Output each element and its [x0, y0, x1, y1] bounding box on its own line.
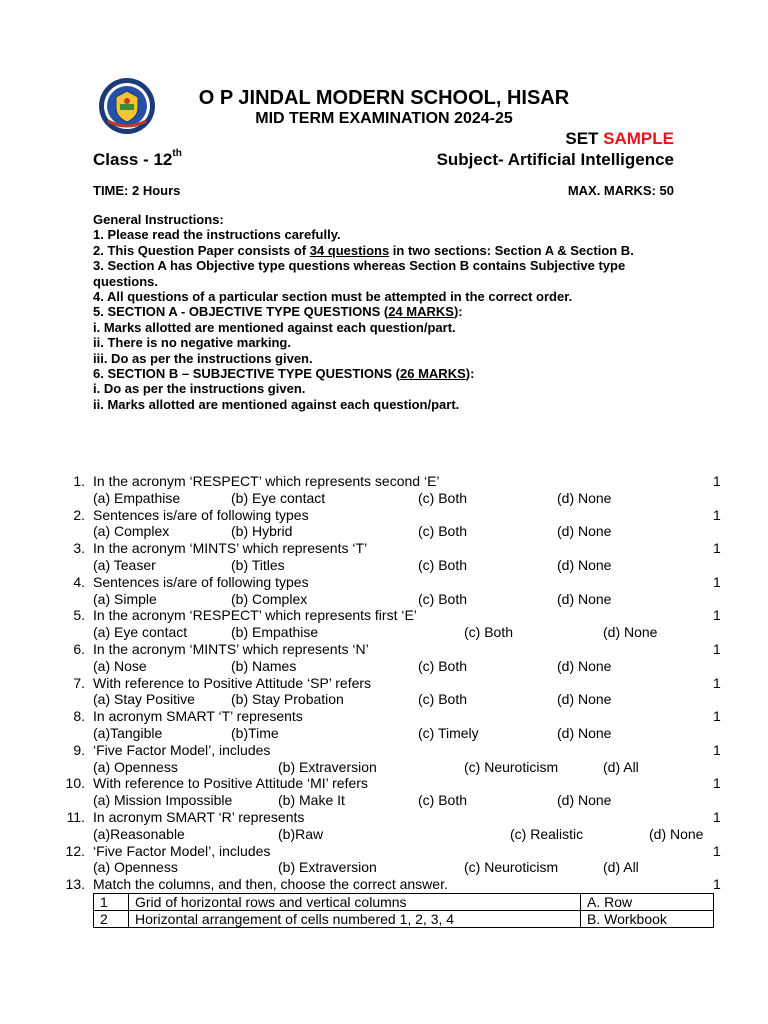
question-row [0, 809, 768, 826]
set-prefix: SET [565, 129, 599, 148]
question-text: In the acronym ‘MINTS’ which represents ‘N’ [93, 640, 369, 657]
class-superscript: th [172, 148, 182, 160]
answer-option: (d) All [603, 758, 639, 775]
instruction-text: 6. SECTION B – SUBJECTIVE TYPE QUESTIONS ( [93, 366, 401, 382]
instruction-text: in two sections: Section A & Section B. [389, 242, 634, 258]
table-cell-number: 2 [94, 911, 129, 928]
options-row [0, 792, 768, 809]
options-row [0, 557, 768, 574]
options-row [0, 490, 768, 507]
question-number: 3. [73, 540, 85, 557]
instruction-text: 2. This Question Paper consists of [93, 242, 310, 258]
question-marks: 1 [713, 506, 721, 523]
question-row [0, 607, 768, 624]
question-number: 10. [65, 775, 85, 792]
table-row [94, 911, 714, 928]
question-row [0, 574, 768, 591]
subject-label: Subject- Artificial Intelligence [436, 150, 674, 169]
instruction-underlined: 24 MARKS [388, 304, 454, 320]
answer-option: (a) Eye contact [93, 624, 188, 641]
answer-option: (c) Both [418, 590, 468, 607]
answer-option: (c) Both [418, 523, 468, 540]
question-number: 8. [73, 708, 85, 725]
answer-option: (a) Openness [93, 758, 178, 775]
instruction-line [93, 366, 678, 381]
instruction-text: 5. SECTION A - OBJECTIVE TYPE QUESTIONS ( [93, 304, 389, 320]
instruction-underlined: 34 questions [309, 242, 390, 258]
answer-option: (c) Realistic [510, 825, 584, 842]
question-marks: 1 [713, 674, 721, 691]
instruction-line: i. Do as per the instructions given. [93, 381, 306, 397]
answer-option: (a) Openness [93, 859, 178, 876]
question-text: ‘Five Factor Model’, includes [93, 741, 271, 758]
general-instructions [93, 212, 678, 412]
question-marks: 1 [713, 573, 721, 590]
instructions-title: General Instructions: [93, 212, 224, 227]
answer-option: (b) Names [231, 657, 297, 674]
exam-title: MID TERM EXAMINATION 2024-25 [255, 110, 513, 127]
answer-option: (a) Complex [93, 523, 170, 540]
question-text: ‘Five Factor Model’, includes [93, 842, 271, 859]
instruction-text: ): [465, 366, 475, 382]
table-cell-left: Horizontal arrangement of cells numbered 1, 2, 3, 4 [129, 911, 581, 928]
question-text: With reference to Positive Attitude ‘SP’ refers [93, 674, 372, 691]
instruction-text: ): [453, 304, 463, 320]
question-row [0, 641, 768, 658]
instruction-line: 3. Section A has Objective type questions whereas Section B contains Subjective type questions. [93, 258, 626, 289]
question-number: 13. [65, 876, 85, 893]
instruction-line: 1. Please read the instructions carefully. [93, 227, 341, 243]
answer-option: (b) Extraversion [278, 859, 377, 876]
question-number: 1. [73, 473, 85, 489]
question-text: Match the columns, and then, choose the correct answer. [93, 876, 448, 893]
question-list [0, 473, 768, 893]
answer-option: (b) Make It [278, 792, 345, 809]
answer-option: (c) Neuroticism [464, 859, 559, 876]
question-number: 5. [73, 607, 85, 624]
question-number: 9. [73, 741, 85, 758]
answer-option: (b) Complex [231, 590, 308, 607]
options-row [0, 691, 768, 708]
question-marks: 1 [713, 775, 721, 792]
answer-option: (a) Mission Impossible [93, 792, 233, 809]
question-text: Sentences is/are of following types [93, 506, 309, 523]
table-cell-number: 1 [94, 894, 129, 911]
answer-option: (c) Timely [418, 724, 479, 741]
instruction-line: ii. Marks allotted are mentioned against each question/part. [93, 396, 460, 412]
instruction-line: ii. There is no negative marking. [93, 335, 291, 351]
answer-option: (d) All [603, 859, 639, 876]
class-text: Class - 12 [93, 150, 173, 169]
question-marks: 1 [713, 540, 721, 557]
answer-option: (c) Both [418, 792, 468, 809]
question-row [0, 675, 768, 692]
question-text: In acronym SMART ‘R’ represents [93, 808, 305, 825]
answer-option: (d) None [557, 556, 612, 573]
answer-option: (d) None [557, 691, 612, 708]
table-cell-right: B. Workbook [581, 911, 714, 928]
instruction-line: iii. Do as per the instructions given. [93, 350, 313, 366]
answer-option: (a) Teaser [93, 556, 156, 573]
question-marks: 1 [713, 741, 721, 758]
question-row [0, 540, 768, 557]
question-marks: 1 [713, 876, 721, 893]
answer-option: (b) Stay Probation [231, 691, 344, 708]
class-label [93, 150, 182, 170]
question-number: 4. [73, 573, 85, 590]
question-marks: 1 [713, 607, 721, 624]
question-marks: 1 [713, 842, 721, 859]
answer-option: (c) Both [418, 556, 468, 573]
answer-option: (b)Time [231, 724, 279, 741]
table-cell-left: Grid of horizontal rows and vertical columns [129, 894, 581, 911]
instruction-line: 4. All questions of a particular section must be attempted in the correct order. [93, 289, 573, 305]
answer-option: (b) Empathise [231, 624, 319, 641]
question-marks: 1 [713, 640, 721, 657]
question-text: In acronym SMART ‘T’ represents [93, 708, 303, 725]
question-text: In the acronym ‘MINTS’ which represents ‘T’ [93, 540, 368, 557]
answer-option: (c) Both [418, 489, 468, 506]
question-row [0, 775, 768, 792]
answer-option: (a) Empathise [93, 489, 181, 506]
question-row [0, 843, 768, 860]
options-row [0, 759, 768, 776]
match-columns-table [93, 893, 714, 928]
options-row [0, 658, 768, 675]
options-row [0, 859, 768, 876]
question-number: 7. [73, 674, 85, 691]
answer-option: (d) None [557, 489, 612, 506]
instruction-underlined: 26 MARKS [400, 366, 466, 382]
options-row [0, 826, 768, 843]
question-number: 2. [73, 506, 85, 523]
question-text: Sentences is/are of following types [93, 573, 309, 590]
question-marks: 1 [713, 708, 721, 725]
answer-option: (d) None [557, 792, 612, 809]
answer-option: (a) Simple [93, 590, 157, 607]
instruction-line: i. Marks allotted are mentioned against each question/part. [93, 319, 456, 335]
answer-option: (a) Nose [93, 657, 147, 674]
instruction-line [93, 243, 678, 258]
answer-option: (a) Stay Positive [93, 691, 195, 708]
question-text: With reference to Positive Attitude ‘MI’ refers [93, 775, 368, 792]
answer-option: (c) Neuroticism [464, 758, 559, 775]
instruction-line [93, 304, 678, 319]
answer-option: (a)Tangible [93, 724, 163, 741]
max-marks-label: MAX. MARKS: 50 [567, 183, 674, 198]
answer-option: (d) None [557, 523, 612, 540]
question-text: In the acronym ‘RESPECT’ which represents second ‘E’ [93, 473, 440, 489]
options-row [0, 725, 768, 742]
answer-option: (a)Reasonable [93, 825, 185, 842]
options-row [0, 523, 768, 540]
answer-option: (d) None [603, 624, 658, 641]
answer-option: (b) Extraversion [278, 758, 377, 775]
question-marks: 1 [713, 808, 721, 825]
question-marks: 1 [713, 473, 721, 489]
answer-option: (d) None [557, 590, 612, 607]
time-label: TIME: 2 Hours [93, 183, 181, 198]
set-label [565, 129, 674, 149]
question-row [0, 876, 768, 893]
question-row [0, 473, 768, 490]
question-number: 12. [65, 842, 85, 859]
table-cell-right: A. Row [581, 894, 714, 911]
table-row [94, 894, 714, 911]
question-row [0, 742, 768, 759]
answer-option: (b) Titles [231, 556, 285, 573]
question-row [0, 708, 768, 725]
answer-option: (c) Both [418, 691, 468, 708]
answer-option: (d) None [557, 657, 612, 674]
answer-option: (c) Both [464, 624, 514, 641]
answer-option: (c) Both [418, 657, 468, 674]
answer-option: (b) Hybrid [231, 523, 293, 540]
answer-option: (b) Eye contact [231, 489, 326, 506]
question-text: In the acronym ‘RESPECT’ which represents first ‘E’ [93, 607, 417, 624]
answer-option: (d) None [557, 724, 612, 741]
answer-option: (d) None [649, 825, 704, 842]
options-row [0, 624, 768, 641]
options-row [0, 591, 768, 608]
school-name: O P JINDAL MODERN SCHOOL, HISAR [198, 87, 570, 109]
question-number: 11. [66, 808, 85, 825]
set-name: SAMPLE [603, 129, 674, 148]
question-row [0, 507, 768, 524]
answer-option: (b)Raw [278, 825, 324, 842]
question-number: 6. [73, 640, 85, 657]
